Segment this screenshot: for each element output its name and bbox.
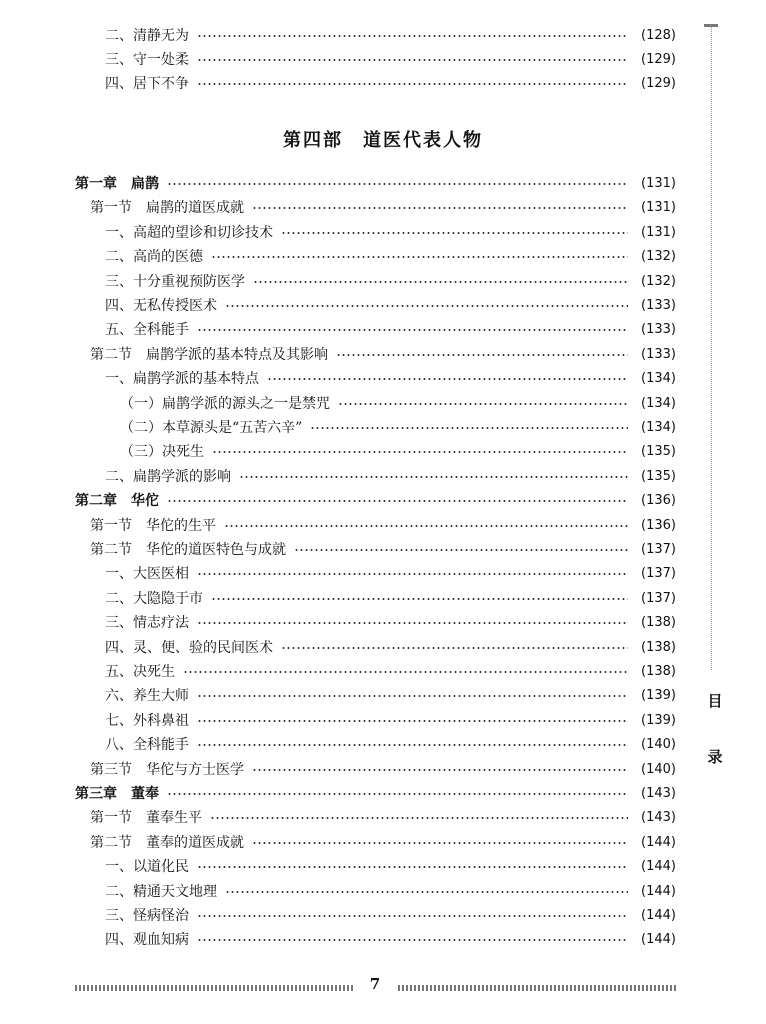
- toc-entry-label: 四、居下不争: [105, 76, 189, 92]
- toc-entry: [90, 515, 676, 537]
- toc-entry-label: 第三节 华佗与方士医学: [90, 761, 244, 778]
- dot-leader: [225, 881, 628, 903]
- side-label-mu: 目: [707, 692, 723, 710]
- toc-entry-page: (138): [641, 664, 676, 679]
- toc-entry-label: 一、高超的望诊和切诊技术: [105, 224, 273, 241]
- toc-entry-page: (138): [641, 639, 676, 655]
- dot-leader: [197, 734, 628, 756]
- toc-entry-label: 五、决死生: [105, 664, 175, 680]
- toc-entry-label: 三、怪病怪治: [105, 908, 189, 924]
- dot-leader: [338, 393, 628, 415]
- toc-entry: [105, 319, 676, 341]
- toc-entry-page: (136): [641, 493, 676, 509]
- toc-entry-label: 第二章 华佗: [75, 493, 159, 510]
- toc-entry: [90, 807, 676, 829]
- dot-leader: [211, 246, 628, 268]
- toc-entry: [105, 295, 676, 317]
- side-label-lu: 录: [707, 748, 723, 766]
- toc-entry: [75, 173, 676, 195]
- toc-entry-label: 一、以道化民: [105, 859, 189, 876]
- toc-entry-label: （二）本草源头是“五苦六辛”: [120, 420, 303, 436]
- toc-entry-page: (134): [641, 395, 676, 411]
- part-title: 第四部 道医代表人物: [283, 130, 483, 151]
- toc-entry-page: (136): [641, 517, 676, 533]
- toc-entry: [120, 417, 676, 439]
- toc-entry-page: (129): [641, 76, 676, 91]
- toc-entry-page: (132): [641, 273, 676, 289]
- toc-entry: [105, 856, 676, 878]
- toc-entry-page: (135): [641, 468, 676, 484]
- toc-entry: [105, 905, 676, 927]
- toc-entry-label: 七、外科鼻祖: [105, 712, 189, 729]
- toc-entry: [105, 929, 676, 951]
- toc-entry: [75, 783, 676, 805]
- dot-leader: [310, 417, 628, 439]
- toc-entry-page: (134): [641, 420, 676, 435]
- toc-entry-page: (144): [641, 908, 676, 923]
- dot-leader: [253, 271, 628, 293]
- dot-leader: [167, 173, 628, 195]
- toc-entry: [105, 246, 676, 268]
- toc-entry-label: （一）扁鹊学派的源头之一是禁咒: [120, 395, 330, 412]
- toc-entry-label: 第一节 华佗的生平: [90, 517, 216, 534]
- dot-leader: [197, 710, 628, 732]
- footer-ornament-right: [398, 985, 676, 991]
- toc-entry-page: (143): [641, 810, 676, 826]
- toc-entry-page: (139): [641, 712, 676, 728]
- toc-entry-label: 第二节 扁鹊学派的基本特点及其影响: [90, 346, 328, 363]
- toc-entry: [90, 539, 676, 561]
- toc-entry: [105, 734, 676, 756]
- toc-entry-label: 第一节 扁鹊的道医成就: [90, 200, 244, 217]
- toc-entry-page: (144): [641, 883, 676, 899]
- dot-leader: [197, 25, 628, 47]
- toc-entry-page: (133): [641, 298, 676, 313]
- toc-entry-label: 二、精通天文地理: [105, 883, 217, 900]
- dot-leader: [197, 905, 628, 927]
- toc-entry-label: 第三章 董奉: [75, 786, 159, 802]
- toc-entry: [105, 881, 676, 903]
- toc-entry-label: 三、十分重视预防医学: [105, 273, 245, 290]
- toc-entry-label: 三、情志疗法: [105, 615, 189, 632]
- toc-entry: [105, 685, 676, 707]
- toc-entry-page: (135): [641, 444, 676, 460]
- toc-entry: [90, 832, 676, 854]
- toc-entry-label: （三）决死生: [120, 444, 204, 461]
- toc-entry: [120, 393, 676, 415]
- toc-entry: [90, 197, 676, 219]
- toc-entry-page: (143): [641, 786, 676, 801]
- toc-entry-label: 第一节 董奉生平: [90, 810, 202, 827]
- toc-entry: [105, 710, 676, 732]
- toc-entry: [75, 490, 676, 512]
- dot-leader: [197, 612, 628, 634]
- toc-entry-label: 一、扁鹊学派的基本特点: [105, 371, 259, 388]
- toc-entry: [120, 441, 676, 463]
- toc-entry: [105, 73, 676, 95]
- toc-entry-label: 二、扁鹊学派的影响: [105, 468, 231, 485]
- toc-entry-page: (133): [641, 346, 676, 362]
- toc-entry-label: 四、灵、便、验的民间医术: [105, 639, 273, 656]
- toc-entry-page: (144): [641, 859, 676, 875]
- toc-entry-page: (140): [641, 737, 676, 753]
- toc-entry-page: (131): [641, 176, 676, 191]
- dot-leader: [167, 783, 628, 805]
- dot-leader: [210, 807, 628, 829]
- dot-leader: [252, 197, 628, 219]
- toc-entry-page: (133): [641, 322, 676, 338]
- side-rule: [711, 25, 712, 670]
- toc-entry-page: (134): [641, 371, 676, 387]
- toc-entry: [105, 637, 676, 659]
- dot-leader: [224, 515, 628, 537]
- toc-entry: [105, 466, 676, 488]
- dot-leader: [197, 929, 628, 951]
- footer-ornament-left: [75, 985, 353, 991]
- toc-entry-page: (144): [641, 834, 676, 850]
- toc-entry-label: 一、大医医相: [105, 566, 189, 583]
- toc-entry-page: (137): [641, 590, 676, 606]
- toc-entry: [105, 612, 676, 634]
- dot-leader: [336, 344, 628, 366]
- toc-entry-label: 二、大隐隐于市: [105, 590, 203, 607]
- toc-entry: [105, 368, 676, 390]
- page-number: 7: [369, 975, 381, 993]
- dot-leader: [267, 368, 628, 390]
- toc-entry-label: 五、全科能手: [105, 322, 189, 339]
- dot-leader: [225, 295, 628, 317]
- toc-entry: [105, 271, 676, 293]
- toc-entry-page: (128): [641, 28, 676, 43]
- toc-entry-page: (140): [641, 761, 676, 777]
- toc-entry: [90, 759, 676, 781]
- toc-entry-label: 二、清静无为: [105, 28, 189, 44]
- toc-entry-label: 第二节 华佗的道医特色与成就: [90, 542, 286, 558]
- dot-leader: [183, 661, 628, 683]
- toc-entry: [105, 588, 676, 610]
- toc-entry-page: (138): [641, 615, 676, 631]
- dot-leader: [197, 319, 628, 341]
- toc-entry-page: (137): [641, 542, 676, 557]
- toc-entry-label: 六、养生大师: [105, 688, 189, 705]
- dot-leader: [197, 73, 628, 95]
- dot-leader: [197, 563, 628, 585]
- dot-leader: [197, 49, 628, 71]
- dot-leader: [252, 832, 628, 854]
- dot-leader: [294, 539, 628, 561]
- toc-entry-page: (132): [641, 249, 676, 265]
- toc-entry-label: 四、无私传授医术: [105, 298, 217, 314]
- dot-leader: [197, 685, 628, 707]
- dot-leader: [167, 490, 628, 512]
- toc-entry-label: 第一章 扁鹊: [75, 176, 159, 192]
- toc-entry: [105, 49, 676, 71]
- toc-entry-page: (144): [641, 932, 676, 948]
- toc-entry-page: (137): [641, 566, 676, 582]
- dot-leader: [281, 222, 628, 244]
- toc-entry-label: 四、观血知病: [105, 932, 189, 949]
- toc-entry: [105, 222, 676, 244]
- dot-leader: [252, 759, 628, 781]
- toc-entry: [105, 25, 676, 47]
- toc-entry-label: 第二节 董奉的道医成就: [90, 834, 244, 851]
- toc-entry: [105, 661, 676, 683]
- dot-leader: [212, 441, 628, 463]
- dot-leader: [197, 856, 628, 878]
- toc-entry-label: 八、全科能手: [105, 737, 189, 754]
- toc-entry: [105, 563, 676, 585]
- toc-entry: [90, 344, 676, 366]
- toc-entry-label: 三、守一处柔: [105, 52, 189, 68]
- toc-entry-page: (139): [641, 688, 676, 704]
- dot-leader: [211, 588, 628, 610]
- toc-entry-page: (129): [641, 52, 676, 67]
- dot-leader: [281, 637, 628, 659]
- dot-leader: [239, 466, 628, 488]
- toc-entry-page: (131): [641, 224, 676, 240]
- toc-entry-page: (131): [641, 200, 676, 216]
- toc-entry-label: 二、高尚的医德: [105, 249, 203, 266]
